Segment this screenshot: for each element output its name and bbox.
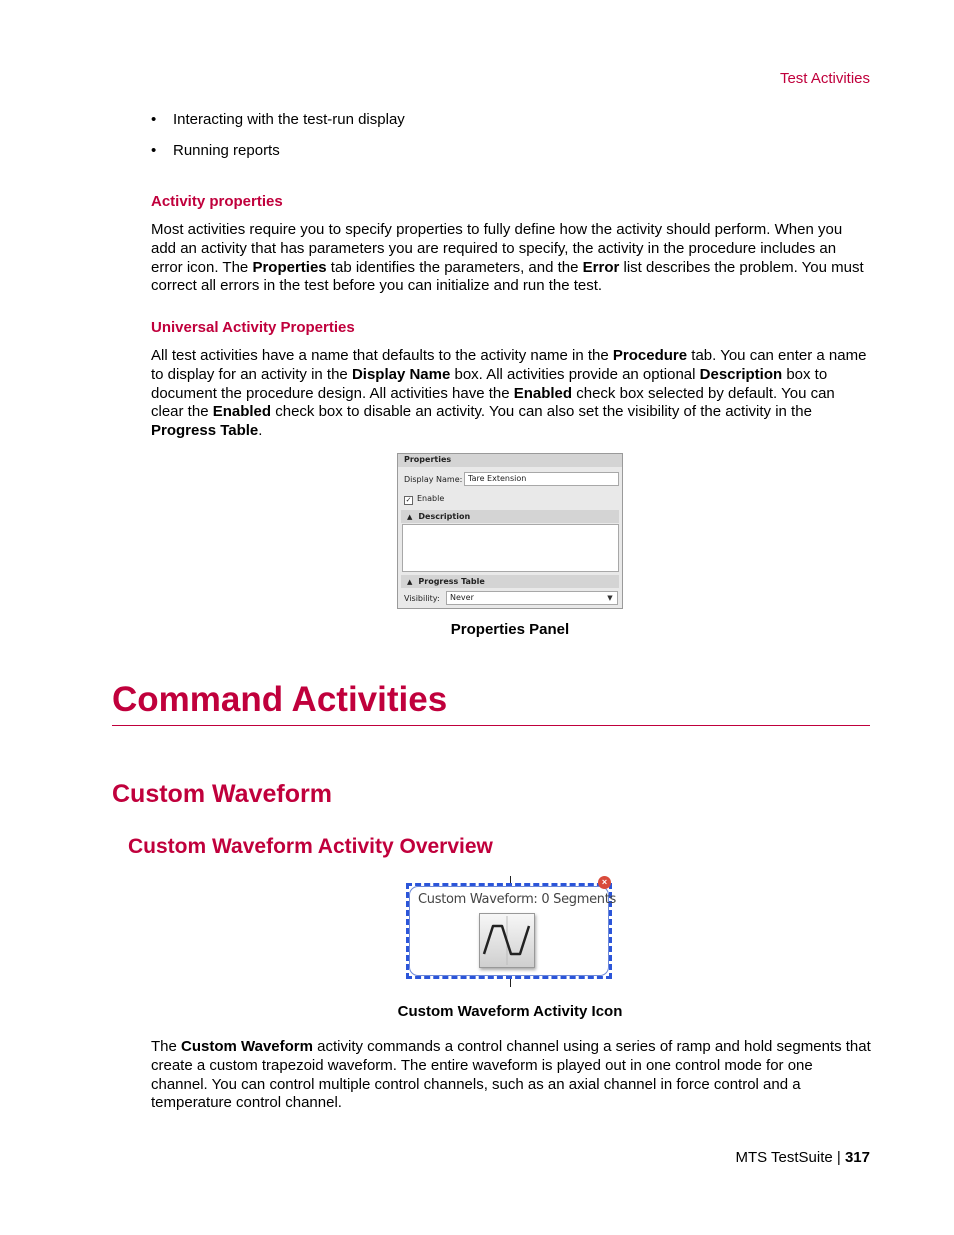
universal-properties-paragraph: All test activities have a name that defaults to the activity name in the Procedure tab. You can enter a name to display for an activity in the Display Name box. All activities provide an optional Description box to document the procedure design. All activities have the Enabled check box selected by default. You can clear the Enabled check box to disable an activity. You can also set the visibility of the activity in the Progress Table. bbox=[151, 347, 867, 440]
footer-separator: | bbox=[832, 1149, 845, 1166]
enable-row[interactable] bbox=[404, 494, 444, 505]
universal-properties-heading: Universal Activity Properties bbox=[151, 319, 355, 336]
subsection-title: Custom Waveform Activity Overview bbox=[128, 835, 493, 858]
chapter-title: Command Activities bbox=[112, 680, 448, 719]
waveform-glyph bbox=[480, 914, 534, 967]
display-name-label: Display Name: bbox=[404, 475, 463, 484]
running-head: Test Activities bbox=[779, 70, 870, 87]
waveform-icon-caption: Custom Waveform Activity Icon bbox=[397, 1003, 623, 1020]
waveform-icon bbox=[479, 913, 535, 968]
activity-properties-heading: Activity properties bbox=[151, 193, 283, 210]
collapse-icon: ▲ bbox=[407, 513, 413, 521]
custom-waveform-activity[interactable] bbox=[402, 876, 620, 986]
page-footer bbox=[735, 1149, 870, 1166]
activity-label: Custom Waveform: 0 Segments bbox=[418, 892, 617, 907]
bullet-item bbox=[151, 142, 280, 159]
visibility-label: Visibility: bbox=[404, 594, 440, 603]
description-field[interactable] bbox=[402, 524, 619, 572]
overview-paragraph: The Custom Waveform activity commands a control channel using a series of ramp and hold segments that create a custom trapezoid waveform. The entire waveform is played out in one control mode for one channel. You can control multiple control channels, such as an axial channel in force control and a temperature control channel. bbox=[151, 1038, 871, 1112]
properties-panel-caption: Properties Panel bbox=[450, 621, 570, 638]
panel-title: Properties bbox=[398, 454, 622, 467]
bullet-dot: • bbox=[151, 142, 157, 159]
bullet-item bbox=[151, 111, 405, 128]
activity-properties-paragraph: Most activities require you to specify properties to fully define how the activity should perform. When you add an activity that has parameters you are required to specify, the activity in the procedure includes an error icon. The Properties tab identifies the parameters, and the Error list describes the problem. You must correct all errors in the test before you can initialize and run the test. bbox=[151, 221, 864, 295]
bullet-text: Running reports bbox=[173, 142, 280, 159]
progress-table-section-header[interactable]: ▲ Progress Table bbox=[401, 575, 619, 588]
description-section-header[interactable]: ▲ Description bbox=[401, 510, 619, 523]
section-title: Custom Waveform bbox=[112, 780, 332, 808]
display-name-field[interactable]: Tare Extension bbox=[464, 472, 619, 486]
properties-panel bbox=[397, 453, 623, 609]
page-number: 317 bbox=[844, 1149, 870, 1166]
bullet-text: Interacting with the test-run display bbox=[173, 111, 405, 128]
connector-bottom bbox=[510, 979, 511, 987]
bullet-dot: • bbox=[151, 111, 157, 128]
visibility-value: Never bbox=[450, 593, 474, 602]
error-x-icon[interactable]: × bbox=[598, 876, 611, 889]
chapter-rule bbox=[112, 725, 870, 726]
enable-checkbox[interactable]: ✓ bbox=[405, 496, 412, 504]
collapse-icon: ▲ bbox=[407, 578, 413, 586]
footer-product: MTS TestSuite bbox=[735, 1149, 833, 1166]
enable-label: Enable bbox=[417, 494, 445, 503]
visibility-select[interactable] bbox=[446, 591, 618, 605]
chevron-down-icon[interactable]: ▼ bbox=[607, 594, 613, 602]
